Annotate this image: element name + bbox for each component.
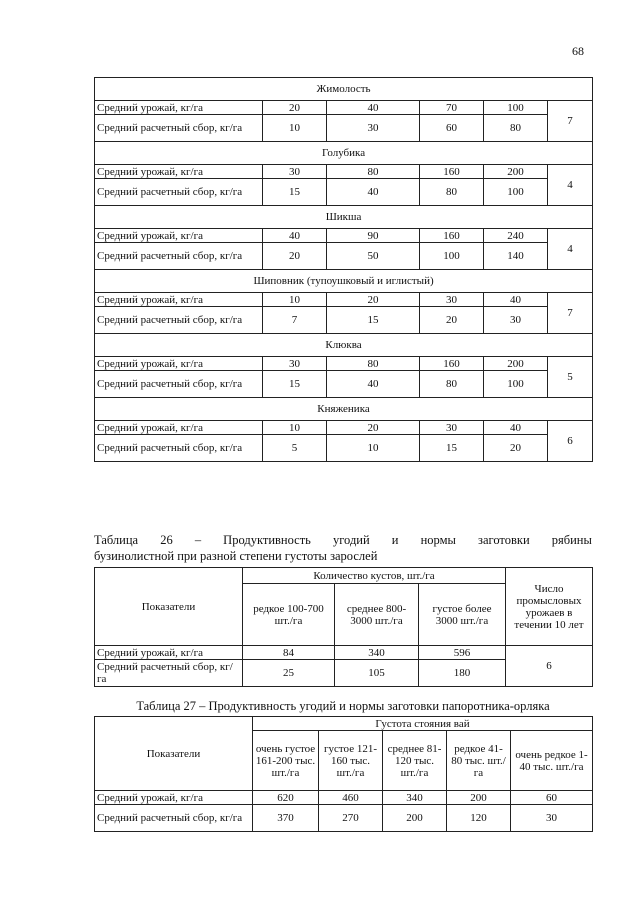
table-26-caption — [94, 532, 592, 564]
section-title: Голубика — [95, 142, 593, 165]
years-cell: 7 — [548, 101, 593, 142]
harvest-label: Средний расчетный сбор, кг/га — [95, 435, 263, 462]
harvest-cell: 5 — [263, 435, 327, 462]
yield-label: Средний урожай, кг/га — [95, 293, 263, 307]
harvest-label: Средний расчетный сбор, кг/га — [95, 371, 263, 398]
yield-cell: 80 — [327, 357, 420, 371]
harvest-cell: 15 — [263, 179, 327, 206]
yield-cell: 10 — [263, 293, 327, 307]
yield-cell: 160 — [420, 229, 484, 243]
harvest-years-header: Число промысловых урожаев в течении 10 лет — [506, 568, 593, 646]
section-title: Княженика — [95, 398, 593, 421]
yield-cell: 20 — [327, 421, 420, 435]
caption-word: и — [391, 533, 399, 547]
yield-cell: 30 — [263, 165, 327, 179]
yield-cell: 160 — [420, 357, 484, 371]
harvest-cell: 30 — [327, 115, 420, 142]
density-sparse-header: редкое 100-700 шт./га — [243, 584, 335, 646]
yield-cell: 200 — [484, 357, 548, 371]
yield-cell: 20 — [263, 101, 327, 115]
yield-label: Средний урожай, кг/га — [95, 229, 263, 243]
harvest-row — [95, 243, 593, 270]
yield-cell: 84 — [243, 646, 335, 660]
harvest-cell: 100 — [420, 243, 484, 270]
harvest-row — [95, 371, 593, 398]
yield-row — [95, 101, 593, 115]
caption-word: заготовки — [478, 533, 530, 547]
density-col-header: редкое 41-80 тыс. шт./га — [447, 731, 511, 791]
harvest-cell: 50 — [327, 243, 420, 270]
harvest-row — [95, 115, 593, 142]
caption-word: угодий — [332, 533, 370, 547]
yield-cell: 340 — [383, 791, 447, 805]
rowan-productivity-table — [94, 567, 593, 687]
years-cell: 4 — [548, 165, 593, 206]
yield-label: Средний урожай, кг/га — [95, 101, 263, 115]
yield-cell: 40 — [484, 421, 548, 435]
harvest-label: Средний расчетный сбор, кг/га — [95, 115, 263, 142]
harvest-cell: 15 — [327, 307, 420, 334]
years-cell: 7 — [548, 293, 593, 334]
yield-row — [95, 229, 593, 243]
section-title: Клюква — [95, 334, 593, 357]
yield-cell: 100 — [484, 101, 548, 115]
harvest-cell: 20 — [484, 435, 548, 462]
harvest-label: Средний расчетный сбор, кг/га — [95, 805, 253, 832]
years-cell: 6 — [548, 421, 593, 462]
yield-cell: 30 — [420, 421, 484, 435]
harvest-cell: 30 — [484, 307, 548, 334]
harvest-label: Средний расчетный сбор, кг/га — [95, 243, 263, 270]
indicators-header: Показатели — [95, 717, 253, 791]
harvest-cell: 40 — [327, 371, 420, 398]
yield-cell: 40 — [327, 101, 420, 115]
yield-label: Средний урожай, кг/га — [95, 357, 263, 371]
years-cell: 6 — [506, 646, 593, 687]
section-row — [95, 78, 593, 101]
harvest-row — [95, 179, 593, 206]
harvest-row — [95, 435, 593, 462]
harvest-label: Средний расчетный сбор, кг/га — [95, 179, 263, 206]
density-medium-header: среднее 800-3000 шт./га — [335, 584, 419, 646]
harvest-cell: 10 — [263, 115, 327, 142]
harvest-cell: 15 — [263, 371, 327, 398]
section-title: Шикша — [95, 206, 593, 229]
yield-cell: 620 — [253, 791, 319, 805]
yield-cell: 80 — [327, 165, 420, 179]
yield-label: Средний урожай, кг/га — [95, 165, 263, 179]
harvest-cell: 80 — [420, 371, 484, 398]
harvest-label: Средний расчетный сбор, кг/га — [95, 307, 263, 334]
density-dense-header: густое более 3000 шт./га — [419, 584, 506, 646]
harvest-label: Средний расчетный сбор, кг/га — [95, 660, 243, 687]
harvest-cell: 80 — [484, 115, 548, 142]
bracken-productivity-table — [94, 716, 593, 832]
yield-cell: 10 — [263, 421, 327, 435]
harvest-cell: 20 — [263, 243, 327, 270]
berries-productivity-table — [94, 77, 593, 462]
harvest-cell: 25 — [243, 660, 335, 687]
section-row — [95, 142, 593, 165]
harvest-cell: 105 — [335, 660, 419, 687]
yield-row — [95, 165, 593, 179]
caption-word: 26 — [160, 533, 173, 547]
harvest-cell: 200 — [383, 805, 447, 832]
caption-word: Продуктивность — [223, 533, 311, 547]
harvest-cell: 30 — [511, 805, 593, 832]
harvest-cell: 10 — [327, 435, 420, 462]
caption-word: Таблица — [94, 533, 139, 547]
section-row — [95, 206, 593, 229]
harvest-cell: 20 — [420, 307, 484, 334]
yield-label: Средний урожай, кг/га — [95, 421, 263, 435]
frond-density-header: Густота стояния вай — [253, 717, 593, 731]
yield-cell: 596 — [419, 646, 506, 660]
yield-cell: 200 — [447, 791, 511, 805]
yield-cell: 460 — [319, 791, 383, 805]
page-number: 68 — [572, 44, 584, 58]
harvest-cell: 80 — [420, 179, 484, 206]
density-col-header: очень густое 161-200 тыс. шт./га — [253, 731, 319, 791]
caption-word: – — [194, 533, 202, 547]
section-title: Жимолость — [95, 78, 593, 101]
section-row — [95, 270, 593, 293]
harvest-cell: 120 — [447, 805, 511, 832]
years-cell: 5 — [548, 357, 593, 398]
yield-cell: 20 — [327, 293, 420, 307]
yield-cell: 40 — [484, 293, 548, 307]
harvest-cell: 100 — [484, 179, 548, 206]
yield-cell: 160 — [420, 165, 484, 179]
indicators-header: Показатели — [95, 568, 243, 646]
yield-cell: 60 — [511, 791, 593, 805]
harvest-cell: 100 — [484, 371, 548, 398]
harvest-row — [95, 307, 593, 334]
caption-line-2: бузинолистной при разной степени густоты зарослей — [94, 549, 378, 563]
harvest-cell: 180 — [419, 660, 506, 687]
section-title: Шиповник (тупоушковый и иглистый) — [95, 270, 593, 293]
yield-row — [95, 357, 593, 371]
harvest-cell: 40 — [327, 179, 420, 206]
yield-cell: 90 — [327, 229, 420, 243]
yield-label: Средний урожай, кг/га — [95, 646, 243, 660]
harvest-cell: 7 — [263, 307, 327, 334]
harvest-cell: 370 — [253, 805, 319, 832]
table-27-caption: Таблица 27 – Продуктивность угодий и нормы заготовки папоротника-орляка — [136, 699, 550, 713]
yield-row — [95, 293, 593, 307]
density-col-header: очень редкое 1-40 тыс. шт./га — [511, 731, 593, 791]
yield-cell: 30 — [420, 293, 484, 307]
years-cell: 4 — [548, 229, 593, 270]
yield-row — [95, 421, 593, 435]
density-col-header: густое 121-160 тыс. шт./га — [319, 731, 383, 791]
density-col-header: среднее 81-120 тыс. шт./га — [383, 731, 447, 791]
section-row — [95, 398, 593, 421]
caption-word: нормы — [420, 533, 456, 547]
yield-cell: 200 — [484, 165, 548, 179]
yield-cell: 70 — [420, 101, 484, 115]
bush-count-header: Количество кустов, шт./га — [243, 568, 506, 584]
harvest-cell: 140 — [484, 243, 548, 270]
yield-cell: 30 — [263, 357, 327, 371]
harvest-cell: 60 — [420, 115, 484, 142]
yield-cell: 40 — [263, 229, 327, 243]
yield-cell: 240 — [484, 229, 548, 243]
yield-label: Средний урожай, кг/га — [95, 791, 253, 805]
section-row — [95, 334, 593, 357]
caption-word: рябины — [551, 533, 592, 547]
harvest-cell: 270 — [319, 805, 383, 832]
yield-cell: 340 — [335, 646, 419, 660]
harvest-cell: 15 — [420, 435, 484, 462]
